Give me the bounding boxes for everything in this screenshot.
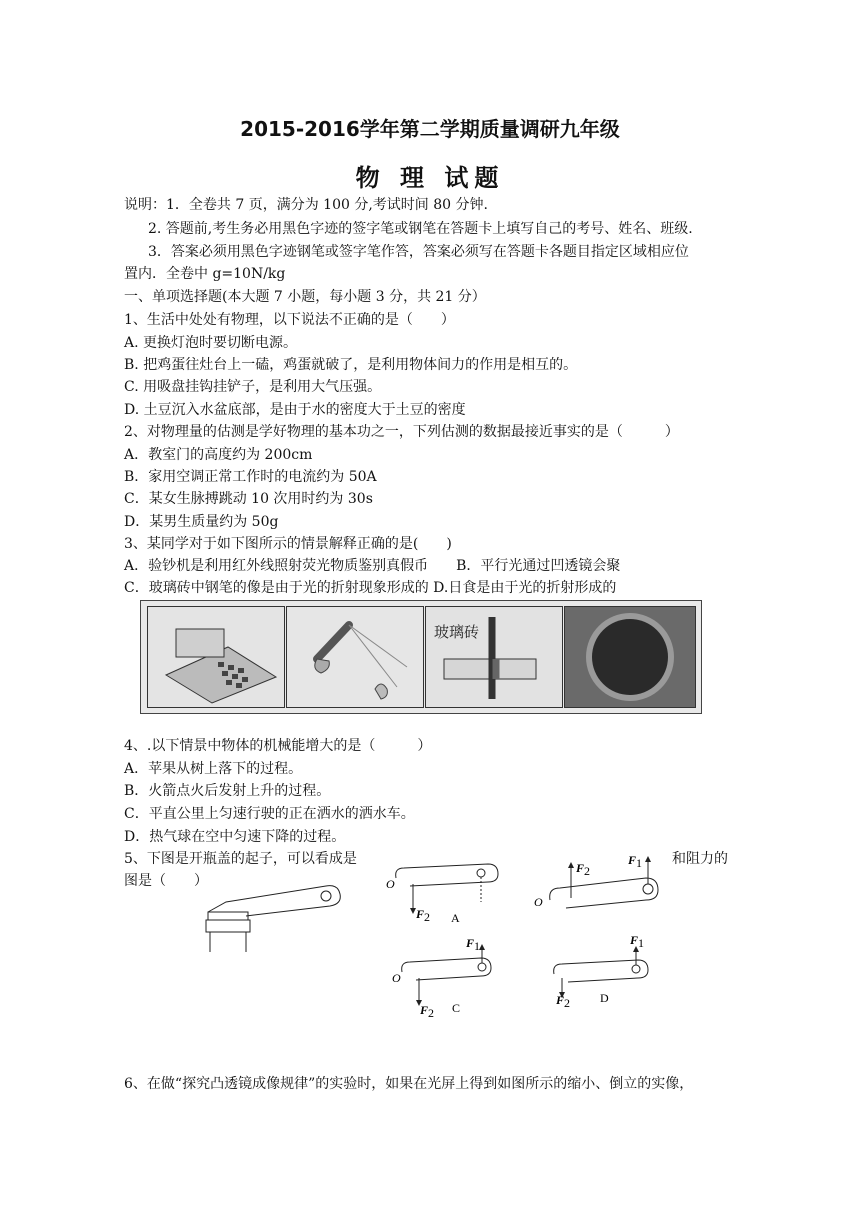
option-d-f2-subscript: 2 xyxy=(564,996,570,1010)
q4-stem: 4、.以下情景中物体的机械能增大的是（ ） xyxy=(124,738,432,754)
q2-option-b: B．家用空调正常工作时的电流约为 50A xyxy=(124,469,377,485)
q5-lever-diagrams xyxy=(196,852,756,1022)
q2-option-c: C．某女生脉搏跳动 10 次用时约为 30s xyxy=(124,491,373,507)
option-c-f1-label: F xyxy=(466,936,475,950)
option-b-pivot-label: O xyxy=(534,895,543,909)
option-c-letter: C xyxy=(452,1001,461,1015)
option-c-f2-label: F xyxy=(420,1003,429,1017)
option-a-f2-label: F xyxy=(416,907,425,921)
note-4: 置内．全卷中 g=10N/kg xyxy=(124,266,286,282)
option-b-f1-label: F xyxy=(628,853,637,867)
q3-option-ab: A．验钞机是利用红外线照射荧光物质鉴别真假币 B．平行光通过凹透镜会聚 xyxy=(124,558,621,574)
option-d-f2-label: F xyxy=(556,993,565,1007)
eclipse-icon xyxy=(565,607,695,707)
q4-option-a: A．苹果从树上落下的过程。 xyxy=(124,761,303,777)
money-detector-photo xyxy=(147,606,285,708)
q3-stem: 3、某同学对于如下图所示的情景解释正确的是( ) xyxy=(124,536,452,552)
note-1: 说明：1．全卷共 7 页，满分为 100 分,考试时间 80 分钟. xyxy=(124,197,488,213)
option-b-f1-subscript: 1 xyxy=(636,856,642,870)
option-d-f1-label: F xyxy=(630,933,639,947)
option-b-f2-label: F xyxy=(576,861,585,875)
q4-option-c: C．平直公里上匀速行驶的正在洒水的洒水车。 xyxy=(124,806,415,822)
option-d-f1-subscript: 1 xyxy=(638,936,644,950)
option-a-pivot-label: O xyxy=(386,877,395,891)
solar-eclipse-photo xyxy=(564,606,696,708)
q5-stem-line2: 图是（ ） xyxy=(124,873,208,889)
q1-option-a: A. 更换灯泡时要切断电源。 xyxy=(124,335,298,351)
q1-option-d: D. 土豆沉入水盆底部，是由于水的密度大于土豆的密度 xyxy=(124,402,466,418)
lever-option-d xyxy=(554,933,648,1010)
lever-option-b xyxy=(534,853,658,909)
q5-stem-part1: 5、下图是开瓶盖的起子，可以看成是 xyxy=(124,851,357,867)
q4-option-b: B．火箭点火后发射上升的过程。 xyxy=(124,783,331,799)
note-2: 2. 答题前,考生务必用黑色字迹的签字笔或钢笔在答题卡上填写自己的考号、姓名、班级. xyxy=(148,221,693,237)
glass-brick-label: 玻璃砖 xyxy=(434,623,480,641)
lever-option-c xyxy=(392,936,491,1020)
section-heading: 一、单项选择题(本大题 7 小题，每小题 3 分，共 21 分） xyxy=(124,289,486,305)
q2-option-d: D．某男生质量约为 50g xyxy=(124,514,279,530)
note-3: 3．答案必须用黑色字迹钢笔或签字笔作答，答案必须写在答题卡各题目指定区域相应位 xyxy=(148,244,689,260)
option-c-f2-subscript: 2 xyxy=(428,1006,434,1020)
glass-brick-icon xyxy=(426,607,562,707)
q3-photo-strip xyxy=(140,600,702,714)
glass-brick-photo xyxy=(425,606,563,708)
q6-stem: 6、在做“探究凸透镜成像规律”的实验时，如果在光屏上得到如图所示的缩小、倒立的实像， xyxy=(124,1076,694,1092)
exam-title: 2015-2016学年第二学期质量调研九年级 xyxy=(240,117,620,141)
torch-light-photo xyxy=(286,606,424,708)
flashlight-icon xyxy=(287,607,423,707)
q1-option-c: C. 用吸盘挂钩挂铲子，是利用大气压强。 xyxy=(124,379,382,395)
q3-option-cd: C．玻璃砖中钢笔的像是由于光的折射现象形成的 D.日食是由于光的折射形成的 xyxy=(124,580,617,596)
q2-stem: 2、对物理量的估测是学好物理的基本功之一，下列估测的数据最接近事实的是（ ） xyxy=(124,424,679,440)
q1-stem: 1、生活中处处有物理，以下说法不正确的是（ ） xyxy=(124,312,455,328)
option-a-f2-subscript: 2 xyxy=(424,910,430,924)
exam-subtitle: 物 理 试题 xyxy=(355,164,505,192)
option-c-pivot-label: O xyxy=(392,971,401,985)
option-b-f2-subscript: 2 xyxy=(584,864,590,878)
option-a-letter: A xyxy=(451,911,460,925)
q4-option-d: D．热气球在空中匀速下降的过程。 xyxy=(124,829,346,845)
option-c-f1-subscript: 1 xyxy=(474,939,480,953)
q5-stem-part2: 和阻力的 xyxy=(672,851,728,867)
money-detector-icon xyxy=(148,607,284,707)
q2-option-a: A．教室门的高度约为 200cm xyxy=(124,447,313,463)
q1-option-b: B. 把鸡蛋往灶台上一磕，鸡蛋就破了，是利用物体间力的作用是相互的。 xyxy=(124,357,578,373)
option-d-letter: D xyxy=(600,991,609,1005)
bottle-opener-figure xyxy=(206,886,340,952)
lever-option-a xyxy=(386,864,498,925)
